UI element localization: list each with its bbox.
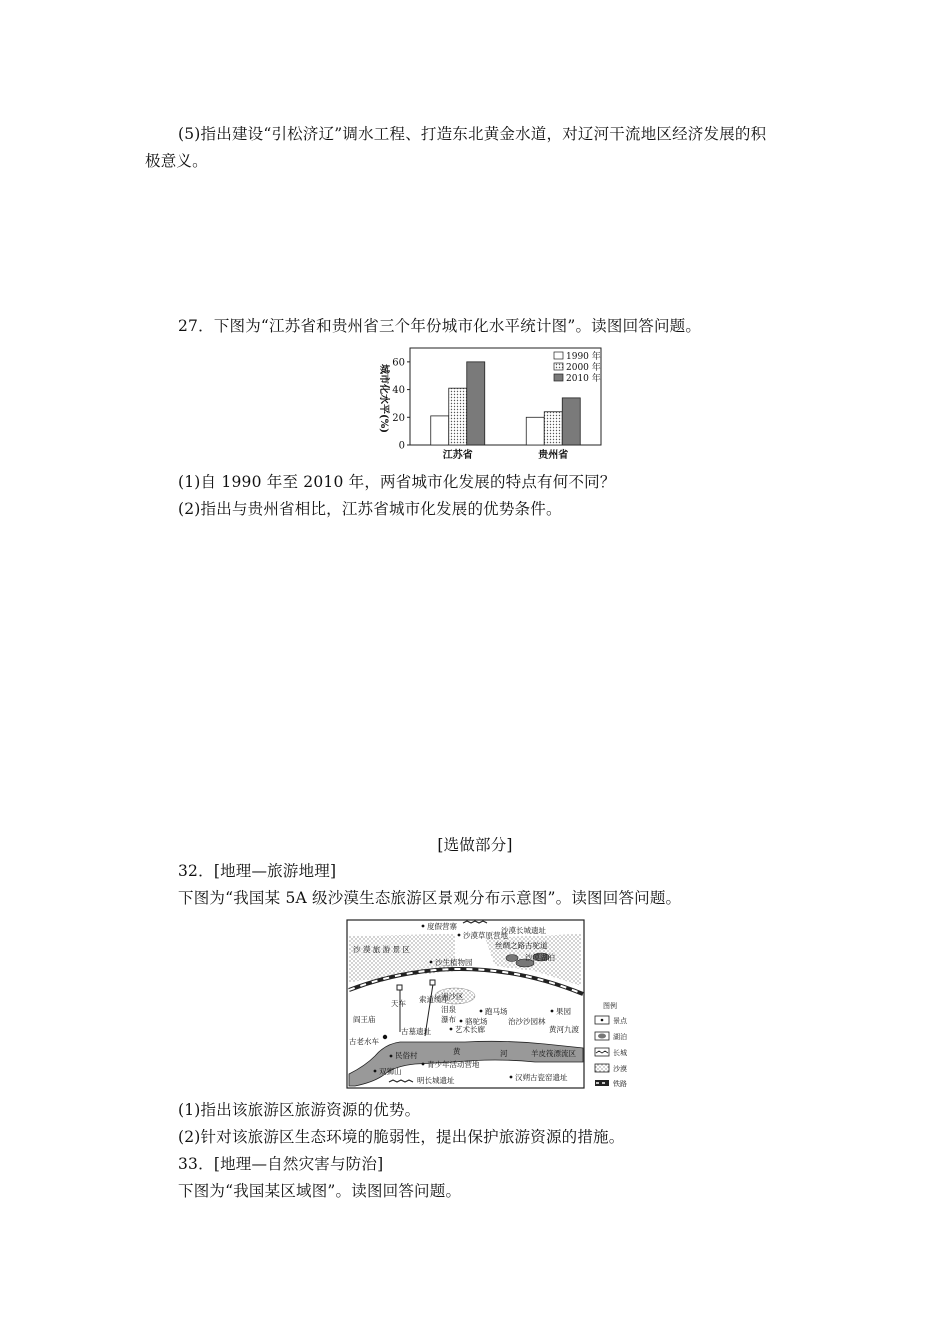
q33-title: 33．[地理—自然灾害与防治] [178, 1155, 384, 1173]
lake-icon [506, 955, 518, 962]
svg-text:沙漠草原营地: 沙漠草原营地 [463, 931, 508, 940]
q32-sub1: (1)指出该旅游区旅游资源的优势。 [178, 1101, 421, 1119]
svg-text:果园: 果园 [556, 1007, 571, 1016]
svg-text:阎王庙: 阎王庙 [353, 1015, 376, 1024]
bar [449, 388, 467, 445]
svg-text:丝绸之路古驼道: 丝绸之路古驼道 [495, 941, 548, 950]
legend-entry: 1990 年 [566, 352, 601, 362]
y-axis-label: 城市化水平(%) [378, 364, 389, 433]
tourism-map [345, 916, 637, 1092]
bar [544, 412, 562, 445]
svg-text:景点: 景点 [613, 1017, 627, 1025]
svg-text:度假营寨: 度假营寨 [427, 922, 457, 931]
svg-text:河: 河 [500, 1049, 508, 1058]
svg-text:沙漠长城遗址: 沙漠长城遗址 [501, 926, 546, 935]
svg-text:索道缆车: 索道缆车 [419, 995, 449, 1004]
svg-text:跑马场: 跑马场 [485, 1007, 508, 1016]
svg-text:沙生植物园: 沙生植物园 [435, 958, 473, 967]
svg-text:双狮山: 双狮山 [379, 1067, 402, 1076]
svg-text:古墓遗址: 古墓遗址 [401, 1027, 431, 1036]
svg-text:铁路: 铁路 [613, 1080, 627, 1088]
svg-text:沙 漠 旅 游 景 区: 沙 漠 旅 游 景 区 [353, 945, 410, 954]
q32-stem: 下图为“我国某 5A 级沙漠生态旅游区景观分布示意图”。读图回答问题。 [178, 889, 682, 907]
y-tick-label: 60 [392, 357, 405, 369]
q27-stem: 27．下图为“江苏省和贵州省三个年份城市化水平统计图”。读图回答问题。 [178, 317, 702, 335]
map-legend [595, 1001, 628, 1088]
y-tick-label: 0 [398, 440, 405, 452]
bar [431, 416, 449, 445]
svg-text:民俗村: 民俗村 [395, 1051, 418, 1060]
bar [562, 398, 580, 445]
y-tick-label: 40 [392, 385, 405, 397]
svg-text:瀑布: 瀑布 [441, 1015, 456, 1024]
svg-text:骆驼场: 骆驼场 [465, 1017, 488, 1026]
legend-swatch [554, 363, 563, 370]
q33-stem: 下图为“我国某区域图”。读图回答问题。 [178, 1182, 462, 1200]
legend-swatch [554, 352, 563, 359]
svg-text:沙漠湖泊: 沙漠湖泊 [525, 953, 555, 962]
q32-sub2: (2)针对该旅游区生态环境的脆弱性，提出保护旅游资源的措施。 [178, 1128, 625, 1146]
bar [526, 417, 544, 445]
svg-text:天车: 天车 [391, 999, 406, 1008]
svg-text:青少年活动营地: 青少年活动营地 [427, 1060, 480, 1069]
x-category-label: 江苏省 [442, 450, 473, 461]
y-tick-label: 20 [392, 412, 405, 424]
q26-item5-line2: 极意义。 [145, 152, 208, 170]
svg-text:明长城遗址: 明长城遗址 [417, 1076, 455, 1085]
svg-text:图例: 图例 [603, 1002, 617, 1010]
urbanization-bar-chart [372, 342, 608, 464]
svg-text:治沙沙园林: 治沙沙园林 [508, 1017, 546, 1026]
svg-text:汉朔古瓷窑遗址: 汉朔古瓷窑遗址 [515, 1073, 568, 1082]
svg-text:艺术长廊: 艺术长廊 [455, 1025, 485, 1034]
svg-text:黄: 黄 [453, 1047, 461, 1056]
svg-text:羊皮筏漂流区: 羊皮筏漂流区 [531, 1049, 576, 1058]
svg-text:湖泊: 湖泊 [613, 1033, 627, 1041]
svg-text:长城: 长城 [613, 1049, 627, 1057]
q27-sub1: (1)自 1990 年至 2010 年，两省城市化发展的特点有何不同？ [178, 473, 616, 491]
svg-text:沙漠: 沙漠 [613, 1065, 627, 1073]
svg-text:古老水车: 古老水车 [349, 1037, 379, 1046]
svg-text:洲沙区: 洲沙区 [441, 992, 464, 1001]
q32-title: 32．[地理—旅游地理] [178, 862, 337, 880]
legend-swatch [554, 374, 563, 381]
q26-item5-line1: (5)指出建设“引松济辽”调水工程、打造东北黄金水道，对辽河干流地区经济发展的积 [178, 125, 767, 143]
svg-text:泪泉: 泪泉 [441, 1005, 456, 1014]
svg-text:黄河九渡: 黄河九渡 [549, 1025, 579, 1034]
legend-entry: 2010 年 [566, 374, 601, 384]
bar [467, 362, 485, 445]
q27-sub2: (2)指出与贵州省相比，江苏省城市化发展的优势条件。 [178, 500, 562, 518]
optional-heading: [选做部分] [437, 836, 513, 854]
legend-entry: 2000 年 [566, 363, 601, 373]
x-category-label: 贵州省 [538, 450, 569, 461]
